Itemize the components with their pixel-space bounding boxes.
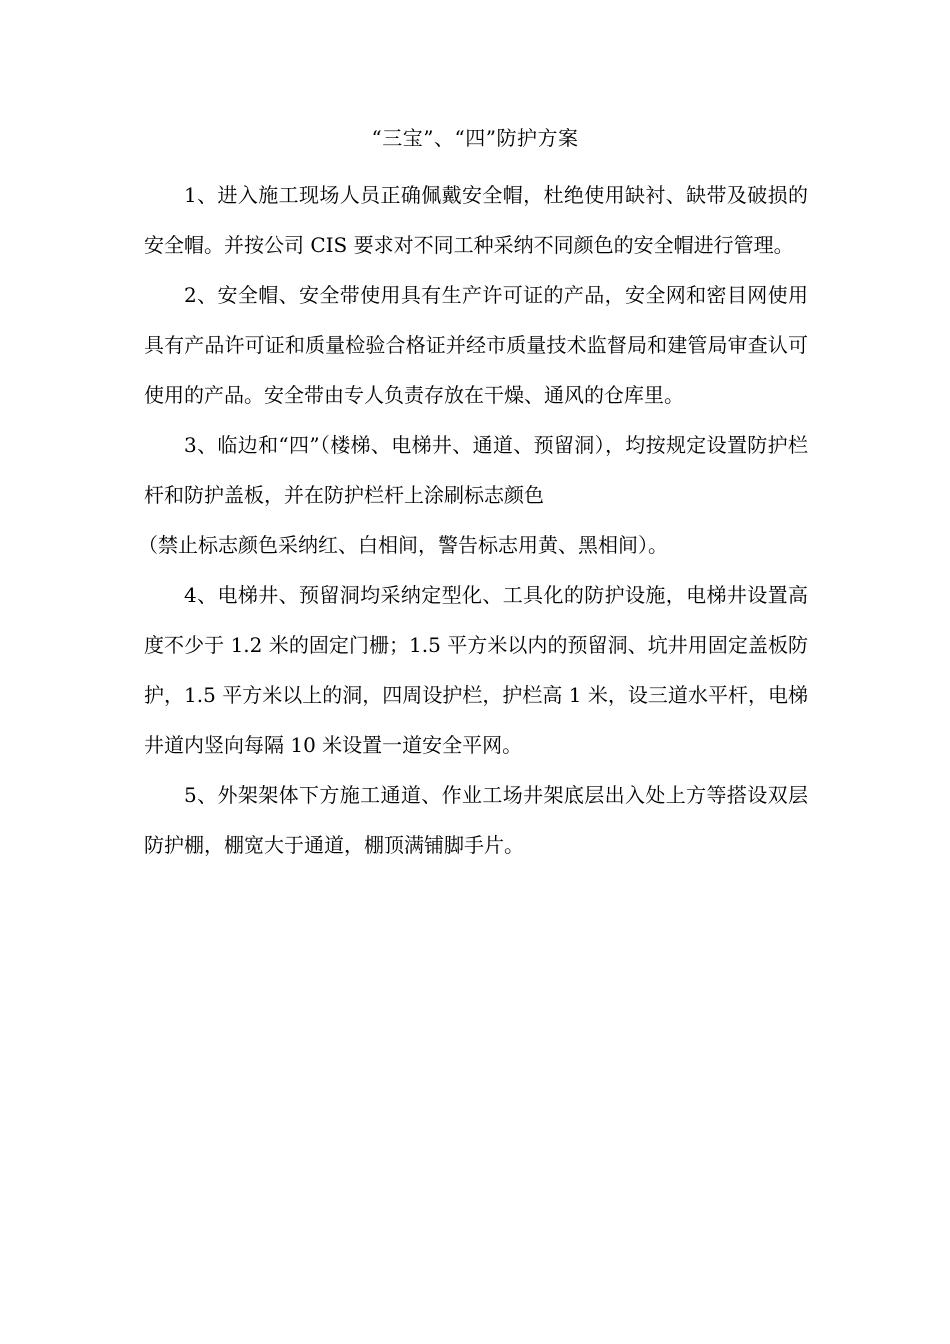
document-body <box>138 170 808 870</box>
paragraph-4: 4、电梯井、预留洞均采纳定型化、工具化的防护设施，电梯井设置高度不少于 1.2 米的固定门栅；1.5 平方米以内的预留洞、坑井用固定盖板防护，1.5 平方米以上的洞，四周设护栏，护栏高 1 米，设三道水平杆，电梯井道内竖向每隔 10 米设置一道安全平网。 <box>144 583 808 757</box>
paragraph-1: 1、进入施工现场人员正确佩戴安全帽，杜绝使用缺衬、缺带及破损的安全帽。并按公司 CIS 要求对不同工种采纳不同颜色的安全帽进行管理。 <box>144 183 808 257</box>
paragraph-2: 2、安全帽、安全带使用具有生产许可证的产品，安全网和密目网使用具有产品许可证和质量检验合格证并经市质量技术监督局和建管局审查认可使用的产品。安全带由专人负责存放在干燥、通风的仓库里。 <box>144 283 808 407</box>
paragraph-5: 5、外架架体下方施工通道、作业工场井架底层出入处上方等搭设双层防护棚，棚宽大于通道，棚顶满铺脚手片。 <box>144 783 808 857</box>
paragraph-3-continuation: （禁止标志颜色采纳红、白相间，警告标志用黄、黑相间）。 <box>138 533 668 557</box>
document-title: “三宝”、“四”防护方案 <box>371 126 579 150</box>
paragraph-3: 3、临边和“四”（楼梯、电梯井、通道、预留洞），均按规定设置防护栏杆和防护盖板，并在防护栏杆上涂刷标志颜色 <box>144 433 808 507</box>
